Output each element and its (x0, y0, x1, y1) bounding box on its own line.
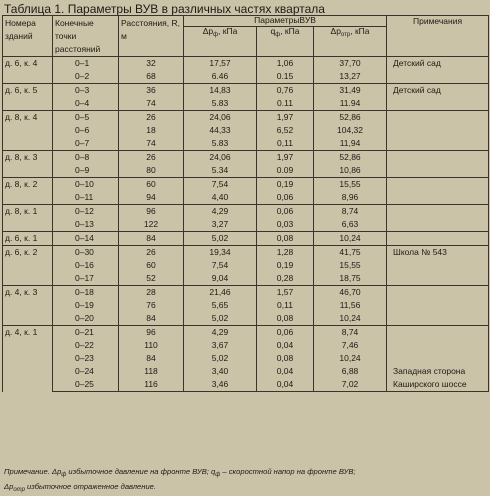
header-points: Конечные точки расстояний (53, 16, 119, 57)
building-cell: д. 6, к. 2 (3, 246, 53, 286)
building-cell: д. 8, к. 2 (3, 178, 53, 205)
points-cell: 0–22 (53, 339, 119, 352)
table-title: Таблица 1. Параметры ВУВ в различных частях квартала (4, 2, 325, 16)
note-cell (387, 218, 489, 232)
table-row (3, 164, 489, 178)
dp-f-cell: 44,33 (184, 124, 257, 137)
q-f-cell: 0,04 (257, 378, 314, 392)
dp-f-cell: 24,06 (184, 111, 257, 125)
table-row (3, 218, 489, 232)
distance-cell: 26 (119, 151, 184, 165)
dp-otr-cell: 10,24 (314, 312, 387, 326)
dp-otr-cell: 8,74 (314, 205, 387, 219)
note-cell (387, 164, 489, 178)
distance-cell: 76 (119, 299, 184, 312)
header-dp-otr: $\Delta p_{отр}$, кПа (314, 27, 387, 57)
q-f-cell: 0,76 (257, 84, 314, 98)
dp-f-cell: 24,06 (184, 151, 257, 165)
dp-otr-cell: 13,27 (314, 70, 387, 84)
header-dp-f: $\Delta p_ф$, кПа (184, 27, 257, 57)
note-cell (387, 352, 489, 365)
q-f-cell: 0,19 (257, 259, 314, 272)
building-cell: д. 8, к. 4 (3, 111, 53, 151)
table-row (3, 365, 489, 378)
distance-cell: 110 (119, 339, 184, 352)
header-building: Номера зданий (3, 16, 53, 57)
q-f-cell: 0,11 (257, 299, 314, 312)
dp-f-cell: 3,27 (184, 218, 257, 232)
distance-cell: 84 (119, 352, 184, 365)
q-f-cell: 1,06 (257, 57, 314, 71)
note-cell (387, 205, 489, 219)
distance-cell: 60 (119, 259, 184, 272)
table-row (3, 124, 489, 137)
points-cell: 0–19 (53, 299, 119, 312)
q-f-cell: 0,08 (257, 312, 314, 326)
points-cell: 0–5 (53, 111, 119, 125)
points-cell: 0–20 (53, 312, 119, 326)
dp-f-cell: 5.34 (184, 164, 257, 178)
dp-f-cell: 5.83 (184, 137, 257, 151)
dp-f-cell: 17,57 (184, 57, 257, 71)
dp-f-cell: 4,29 (184, 326, 257, 340)
table-row (3, 246, 489, 260)
dp-f-cell: 21,46 (184, 286, 257, 300)
distance-cell: 32 (119, 57, 184, 71)
table-body (3, 57, 489, 392)
note-cell (387, 137, 489, 151)
points-cell: 0–3 (53, 84, 119, 98)
note-cell: Западная сторона (387, 365, 489, 378)
note-cell (387, 312, 489, 326)
dp-otr-cell: 31,49 (314, 84, 387, 98)
dp-otr-cell: 7,02 (314, 378, 387, 392)
table-row (3, 205, 489, 219)
table-row (3, 97, 489, 111)
distance-cell: 68 (119, 70, 184, 84)
q-f-cell: 6,52 (257, 124, 314, 137)
table-row (3, 286, 489, 300)
q-f-cell: 0,08 (257, 352, 314, 365)
note-cell (387, 339, 489, 352)
points-cell: 0–9 (53, 164, 119, 178)
dp-otr-cell: 10,24 (314, 352, 387, 365)
dp-f-cell: 7,54 (184, 259, 257, 272)
q-f-cell: 0.15 (257, 70, 314, 84)
note-cell (387, 286, 489, 300)
q-f-cell: 1,97 (257, 151, 314, 165)
distance-cell: 84 (119, 312, 184, 326)
note-cell: Детский сад (387, 84, 489, 98)
header-q-f: $q_ф$, кПа (257, 27, 314, 57)
q-f-cell: 1,97 (257, 111, 314, 125)
table-row (3, 312, 489, 326)
header-params: ПараметрыВУВ (184, 16, 387, 27)
points-cell: 0–18 (53, 286, 119, 300)
table-row (3, 339, 489, 352)
table-row (3, 84, 489, 98)
dp-otr-cell: 6,63 (314, 218, 387, 232)
points-cell: 0–7 (53, 137, 119, 151)
header-notes: Примечания (387, 16, 489, 57)
dp-otr-cell: 15,55 (314, 259, 387, 272)
dp-f-cell: 5,02 (184, 312, 257, 326)
dp-otr-cell: 52,86 (314, 111, 387, 125)
table-row (3, 378, 489, 392)
note-cell (387, 259, 489, 272)
q-f-cell: 0,06 (257, 191, 314, 205)
note-cell: Школа № 543 (387, 246, 489, 260)
footnote-label: Примечание. (4, 467, 50, 476)
q-f-cell: 0,19 (257, 178, 314, 192)
dp-otr-cell: 11,94 (314, 137, 387, 151)
dp-f-cell: 3,67 (184, 339, 257, 352)
distance-cell: 96 (119, 205, 184, 219)
note-cell (387, 151, 489, 165)
table-row (3, 137, 489, 151)
q-f-cell: 0.11 (257, 97, 314, 111)
distance-cell: 84 (119, 232, 184, 246)
points-cell: 0–16 (53, 259, 119, 272)
q-f-cell: 0,03 (257, 218, 314, 232)
dp-f-cell: 3,46 (184, 378, 257, 392)
dp-otr-cell: 6,88 (314, 365, 387, 378)
table-row (3, 191, 489, 205)
dp-f-cell: 9,04 (184, 272, 257, 286)
points-cell: 0–21 (53, 326, 119, 340)
dp-f-cell: 5,65 (184, 299, 257, 312)
note-cell (387, 97, 489, 111)
note-cell (387, 70, 489, 84)
building-cell: д. 8, к. 1 (3, 205, 53, 232)
distance-cell: 94 (119, 191, 184, 205)
dp-f-cell: 5.83 (184, 97, 257, 111)
distance-cell: 60 (119, 178, 184, 192)
note-cell (387, 326, 489, 340)
distance-cell: 26 (119, 111, 184, 125)
table-row (3, 326, 489, 340)
note-cell (387, 178, 489, 192)
q-f-cell: 0,04 (257, 365, 314, 378)
dp-otr-cell: 10,86 (314, 164, 387, 178)
distance-cell: 118 (119, 365, 184, 378)
points-cell: 0–1 (53, 57, 119, 71)
dp-otr-cell: 7,46 (314, 339, 387, 352)
dp-f-cell: 14,83 (184, 84, 257, 98)
q-f-cell: 0,11 (257, 137, 314, 151)
points-cell: 0–10 (53, 178, 119, 192)
building-cell: д. 8, к. 3 (3, 151, 53, 178)
dp-otr-cell: 37,70 (314, 57, 387, 71)
points-cell: 0–11 (53, 191, 119, 205)
note-cell (387, 232, 489, 246)
points-cell: 0–12 (53, 205, 119, 219)
points-cell: 0–4 (53, 97, 119, 111)
points-cell: 0–25 (53, 378, 119, 392)
table-row (3, 151, 489, 165)
points-cell: 0–6 (53, 124, 119, 137)
dp-f-cell: 19,34 (184, 246, 257, 260)
building-cell: д. 4, к. 1 (3, 326, 53, 392)
q-f-cell: 0,06 (257, 326, 314, 340)
dp-otr-cell: 15,55 (314, 178, 387, 192)
q-f-cell: 0,08 (257, 232, 314, 246)
dp-otr-cell: 8,74 (314, 326, 387, 340)
points-cell: 0–23 (53, 352, 119, 365)
points-cell: 0–8 (53, 151, 119, 165)
points-cell: 0–2 (53, 70, 119, 84)
table-row (3, 111, 489, 125)
table-row (3, 352, 489, 365)
dp-f-cell: 7,54 (184, 178, 257, 192)
footnote: Примечание. $\Delta p_ф$ избыточное давление на фронте ВУВ; $q_ф$ – скоростной напор на фронте ВУВ; $\Delta p_{отр}$ избыточное отраженное давление. (4, 467, 356, 493)
distance-cell: 122 (119, 218, 184, 232)
distance-cell: 28 (119, 286, 184, 300)
note-cell (387, 191, 489, 205)
points-cell: 0–30 (53, 246, 119, 260)
distance-cell: 18 (119, 124, 184, 137)
q-f-cell: 0,06 (257, 205, 314, 219)
dp-otr-cell: 10,24 (314, 232, 387, 246)
dp-otr-cell: 41,75 (314, 246, 387, 260)
table-row (3, 70, 489, 84)
distance-cell: 74 (119, 137, 184, 151)
distance-cell: 116 (119, 378, 184, 392)
points-cell: 0–17 (53, 272, 119, 286)
q-f-cell: 0.09 (257, 164, 314, 178)
table-row (3, 232, 489, 246)
q-f-cell: 1,28 (257, 246, 314, 260)
note-cell (387, 111, 489, 125)
points-cell: 0–13 (53, 218, 119, 232)
points-cell: 0–14 (53, 232, 119, 246)
header-distance: Расстояния, R, м (119, 16, 184, 57)
distance-cell: 52 (119, 272, 184, 286)
q-f-cell: 1,57 (257, 286, 314, 300)
note-cell (387, 124, 489, 137)
table-row (3, 259, 489, 272)
building-cell: д. 6, к. 4 (3, 57, 53, 84)
note-cell (387, 299, 489, 312)
distance-cell: 74 (119, 97, 184, 111)
dp-f-cell: 4,29 (184, 205, 257, 219)
dp-otr-cell: 46,70 (314, 286, 387, 300)
distance-cell: 96 (119, 326, 184, 340)
building-cell: д. 4, к. 3 (3, 286, 53, 326)
vuv-table (2, 15, 489, 392)
dp-otr-cell: 11,56 (314, 299, 387, 312)
distance-cell: 36 (119, 84, 184, 98)
distance-cell: 26 (119, 246, 184, 260)
q-f-cell: 0,28 (257, 272, 314, 286)
dp-f-cell: 6.46 (184, 70, 257, 84)
dp-otr-cell: 104,32 (314, 124, 387, 137)
table-row (3, 299, 489, 312)
distance-cell: 80 (119, 164, 184, 178)
dp-otr-cell: 11.94 (314, 97, 387, 111)
table-row (3, 272, 489, 286)
points-cell: 0–24 (53, 365, 119, 378)
dp-f-cell: 3,40 (184, 365, 257, 378)
building-cell: д. 6, к. 5 (3, 84, 53, 111)
dp-f-cell: 4,40 (184, 191, 257, 205)
dp-otr-cell: 52,86 (314, 151, 387, 165)
dp-f-cell: 5,02 (184, 232, 257, 246)
note-cell (387, 272, 489, 286)
dp-otr-cell: 8,96 (314, 191, 387, 205)
table-row (3, 57, 489, 71)
note-cell: Детский сад (387, 57, 489, 71)
dp-otr-cell: 18,75 (314, 272, 387, 286)
dp-f-cell: 5,02 (184, 352, 257, 365)
table-row (3, 178, 489, 192)
note-cell: Каширского шоссе (387, 378, 489, 392)
building-cell: д. 6, к. 1 (3, 232, 53, 246)
q-f-cell: 0,04 (257, 339, 314, 352)
